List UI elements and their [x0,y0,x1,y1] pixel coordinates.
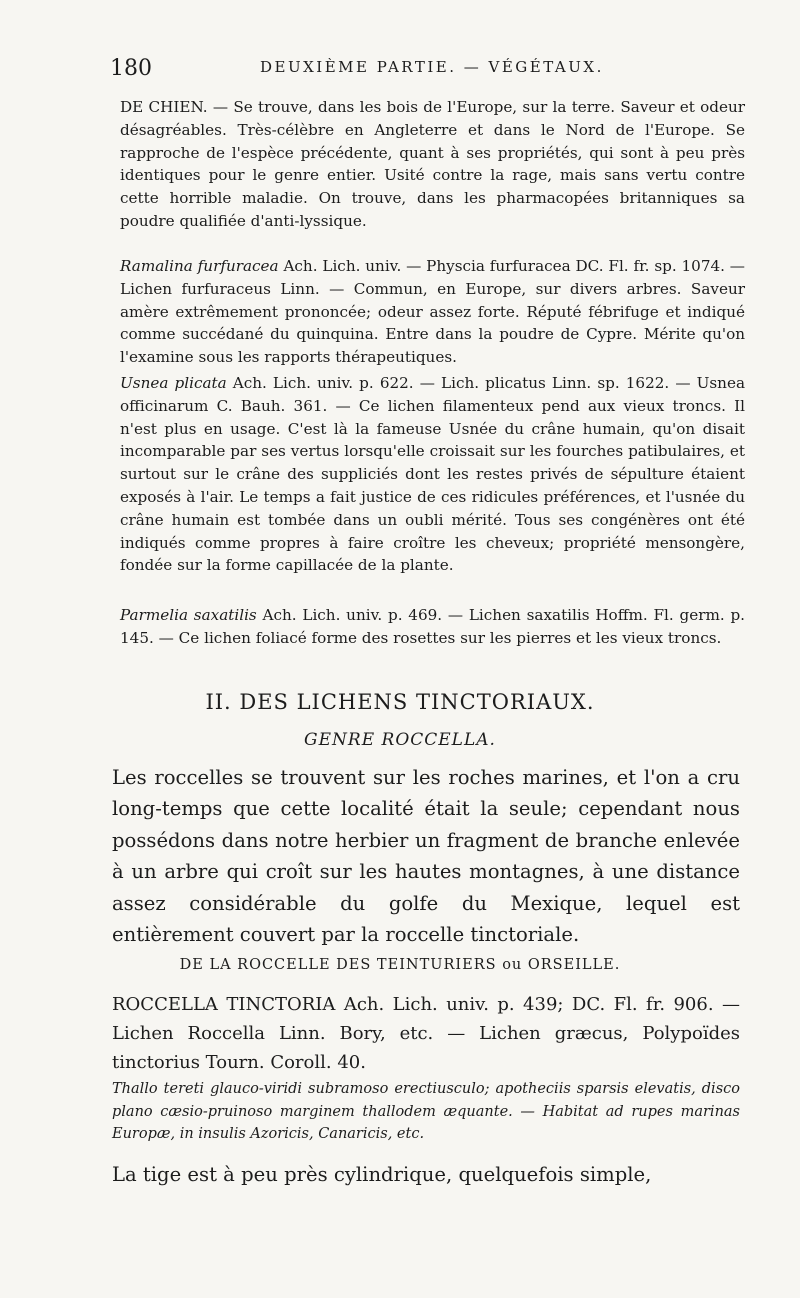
entry-text: DE CHIEN. — Se trouve, dans les bois de l'Europe, sur la terre. Saveur et odeur désagréables. Très-célèbre en Angleterre et dans le Nord de l'Europe. Se rapproche de l'espèce précédente, quant à ses propriétés, qui sont à peu près identiques pour le genre entier. Usité contre la rage, mais sans vertu contre cette horrible maladie. On trouve, dans les pharmacopées britanniques sa poudre qualifiée d'anti-lyssique. [120,98,745,230]
page-number: 180 [110,56,152,81]
entry-text: Ach. Lich. univ. p. 622. — Lich. plicatus Linn. sp. 1622. — Usnea officinarum C. Bauh. 361. — Ce lichen filamenteux pend aux vieux troncs. Il n'est plus en usage. C'est là la fameuse Usnée du crâne humain, qu'on disait incomparable par ses vertus lorsqu'elle croissait sur les fourches patibulaires, et surtout sur le crâne des suppliciés dont les restes privés de sépulture étaient exposés à l'air. Le temps a fait justice de ces ridicules préférences, et l'usnée du crâne humain est tombée dans un oubli mérité. Tous ses congénères ont été indiqués comme propres à faire croître les cheveux; propriété mensongère, fondée sur la forme capillacée de la plante. [120,374,746,575]
entry-ramalina [120,255,745,369]
synonymy-text: ROCCELLA TINCTORIA Ach. Lich. univ. p. 439; DC. Fl. fr. 906. — Lichen Roccella Linn. Bory, etc. — Lichen græcus, Polypoïdes tinctorius Tourn. Coroll. 40. [112,994,740,1073]
synonymy [112,990,740,1077]
species-name: Ramalina furfuracea [120,257,279,275]
species-heading: DE LA ROCCELLE DES TEINTURIERS ou ORSEILLE. [179,957,621,973]
diagnosis-text: Thallo tereti glauco-viridi subramoso erectiusculo; apotheciis sparsis elevatis, disco plano cæsio-pruinoso marginem thallodem æquante. — Habitat ad rupes marinas Europæ, in insulis Azoricis, Canaricis, etc. [112,1081,740,1142]
last-line-text: La tige est à peu près cylindrique, quelquefois simple, [112,1163,652,1186]
running-title: DEUXIÈME PARTIE. — VÉGÉTAUX. [260,58,604,76]
entry-parmelia [120,604,745,650]
species-name: Parmelia saxatilis [120,606,257,624]
intro-paragraph [112,762,740,950]
entry-usnea [120,372,745,577]
entry-text: Ach. Lich. univ. — Physcia furfuracea DC. Fl. fr. sp. 1074. — Lichen furfuraceus Linn. — Commun, en Europe, sur divers arbres. Saveur amère extrêmement prononcée; odeur assez forte. Réputé fébrifuge et indiqué comme succédané du quinquina. Entre dans la poudre de Cypre. Mérite qu'on l'examine sous les rapports thérapeutiques. [120,257,745,367]
genre-title: GENRE ROCCELLA. [304,730,496,750]
species-name: Usnea plicata [120,374,227,392]
diagnosis [112,1078,740,1146]
intro-text: Les roccelles se trouvent sur les roches marines, et l'on a cru long-temps que cette localité était la seule; cependant nous possédons dans notre herbier un fragment de branche enlevée à un arbre qui croît sur les hautes montagnes, à une distance assez considérable du golfe du Mexique, lequel est entièrement couvert par la roccelle tinctoriale. [112,766,740,947]
section-title: II. DES LICHENS TINCTORIAUX. [205,690,595,714]
entry-chien [120,96,745,233]
last-line [112,1160,740,1190]
entry-text: Ach. Lich. univ. p. 469. — Lichen saxatilis Hoffm. Fl. germ. p. 145. — Ce lichen foliacé forme des rosettes sur les pierres et les vieux troncs. [120,606,746,647]
